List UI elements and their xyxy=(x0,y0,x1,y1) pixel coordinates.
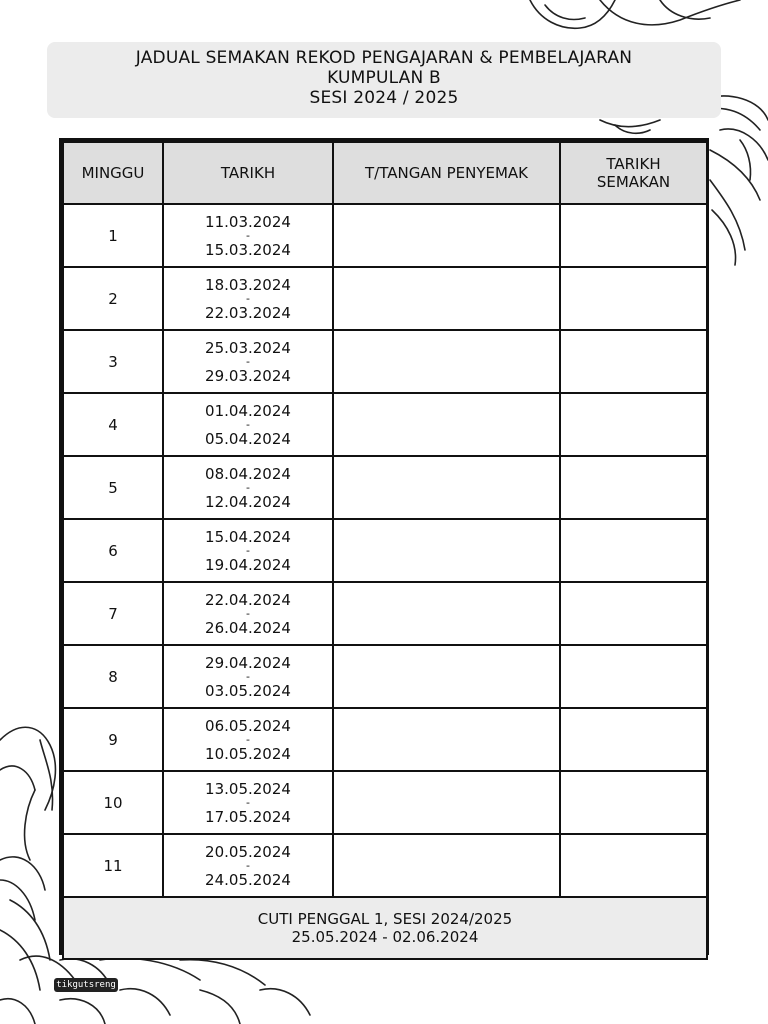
signature-cell[interactable] xyxy=(333,771,560,834)
date-separator: - xyxy=(246,291,250,305)
check-date-cell[interactable] xyxy=(560,834,707,897)
end-date: 19.04.2024 xyxy=(205,555,291,574)
end-date: 22.03.2024 xyxy=(205,303,291,322)
session-label: SESI 2024 / 2025 xyxy=(309,88,459,108)
start-date: 06.05.2024 xyxy=(205,716,291,735)
end-date: 15.03.2024 xyxy=(205,240,291,259)
table-row xyxy=(63,330,707,393)
signature-cell[interactable] xyxy=(333,204,560,267)
date-range xyxy=(163,645,333,708)
check-date-cell[interactable] xyxy=(560,645,707,708)
end-date: 12.04.2024 xyxy=(205,492,291,511)
week-number: 1 xyxy=(63,204,163,267)
start-date: 25.03.2024 xyxy=(205,338,291,357)
end-date: 17.05.2024 xyxy=(205,807,291,826)
review-schedule-table xyxy=(59,138,709,955)
check-date-cell[interactable] xyxy=(560,771,707,834)
brand-logo: tikgutsreng xyxy=(54,978,118,992)
check-date-cell[interactable] xyxy=(560,393,707,456)
date-separator: - xyxy=(246,795,250,809)
document-title: JADUAL SEMAKAN REKOD PENGAJARAN & PEMBELAJARAN xyxy=(135,48,633,68)
week-number: 6 xyxy=(63,519,163,582)
signature-cell[interactable] xyxy=(333,393,560,456)
check-date-cell[interactable] xyxy=(560,708,707,771)
column-header-check-date-label: TARIKH SEMAKAN xyxy=(596,155,671,191)
column-header-week: MINGGU xyxy=(63,142,163,204)
start-date: 18.03.2024 xyxy=(205,275,291,294)
week-number: 4 xyxy=(63,393,163,456)
table-row xyxy=(63,393,707,456)
end-date: 03.05.2024 xyxy=(205,681,291,700)
date-separator: - xyxy=(246,480,250,494)
date-range xyxy=(163,582,333,645)
table-row xyxy=(63,456,707,519)
start-date: 22.04.2024 xyxy=(205,590,291,609)
table-row xyxy=(63,519,707,582)
signature-cell[interactable] xyxy=(333,519,560,582)
date-range xyxy=(163,834,333,897)
table-row xyxy=(63,708,707,771)
date-separator: - xyxy=(246,354,250,368)
column-header-date: TARIKH xyxy=(163,142,333,204)
week-number: 10 xyxy=(63,771,163,834)
start-date: 20.05.2024 xyxy=(205,842,291,861)
date-separator: - xyxy=(246,228,250,242)
group-label: KUMPULAN B xyxy=(327,68,441,88)
document-header xyxy=(47,42,721,118)
start-date: 01.04.2024 xyxy=(205,401,291,420)
check-date-cell[interactable] xyxy=(560,204,707,267)
date-range xyxy=(163,267,333,330)
end-date: 24.05.2024 xyxy=(205,870,291,889)
date-separator: - xyxy=(246,669,250,683)
holiday-dates: 25.05.2024 - 02.06.2024 xyxy=(291,928,479,946)
table-row xyxy=(63,582,707,645)
holiday-cell xyxy=(63,897,707,959)
week-number: 5 xyxy=(63,456,163,519)
date-separator: - xyxy=(246,858,250,872)
check-date-cell[interactable] xyxy=(560,519,707,582)
check-date-cell[interactable] xyxy=(560,267,707,330)
date-range xyxy=(163,393,333,456)
holiday-title: CUTI PENGGAL 1, SESI 2024/2025 xyxy=(257,910,513,928)
date-separator: - xyxy=(246,543,250,557)
week-number: 2 xyxy=(63,267,163,330)
table-row xyxy=(63,834,707,897)
check-date-cell[interactable] xyxy=(560,456,707,519)
date-range xyxy=(163,456,333,519)
signature-cell[interactable] xyxy=(333,708,560,771)
signature-cell[interactable] xyxy=(333,582,560,645)
column-header-signature: T/TANGAN PENYEMAK xyxy=(333,142,560,204)
week-number: 11 xyxy=(63,834,163,897)
signature-cell[interactable] xyxy=(333,330,560,393)
check-date-cell[interactable] xyxy=(560,330,707,393)
date-range xyxy=(163,204,333,267)
date-separator: - xyxy=(246,417,250,431)
signature-cell[interactable] xyxy=(333,267,560,330)
end-date: 10.05.2024 xyxy=(205,744,291,763)
table-row xyxy=(63,267,707,330)
table-header-row xyxy=(63,142,707,204)
date-range xyxy=(163,708,333,771)
week-number: 8 xyxy=(63,645,163,708)
start-date: 15.04.2024 xyxy=(205,527,291,546)
holiday-row xyxy=(63,897,707,959)
end-date: 29.03.2024 xyxy=(205,366,291,385)
start-date: 11.03.2024 xyxy=(205,212,291,231)
signature-cell[interactable] xyxy=(333,645,560,708)
date-range xyxy=(163,330,333,393)
week-number: 3 xyxy=(63,330,163,393)
table-row xyxy=(63,204,707,267)
week-number: 9 xyxy=(63,708,163,771)
table-row xyxy=(63,645,707,708)
table-row xyxy=(63,771,707,834)
check-date-cell[interactable] xyxy=(560,582,707,645)
week-number: 7 xyxy=(63,582,163,645)
date-range xyxy=(163,519,333,582)
end-date: 26.04.2024 xyxy=(205,618,291,637)
start-date: 13.05.2024 xyxy=(205,779,291,798)
date-separator: - xyxy=(246,606,250,620)
signature-cell[interactable] xyxy=(333,456,560,519)
date-range xyxy=(163,771,333,834)
start-date: 08.04.2024 xyxy=(205,464,291,483)
end-date: 05.04.2024 xyxy=(205,429,291,448)
date-separator: - xyxy=(246,732,250,746)
start-date: 29.04.2024 xyxy=(205,653,291,672)
signature-cell[interactable] xyxy=(333,834,560,897)
column-header-check-date xyxy=(560,142,707,204)
